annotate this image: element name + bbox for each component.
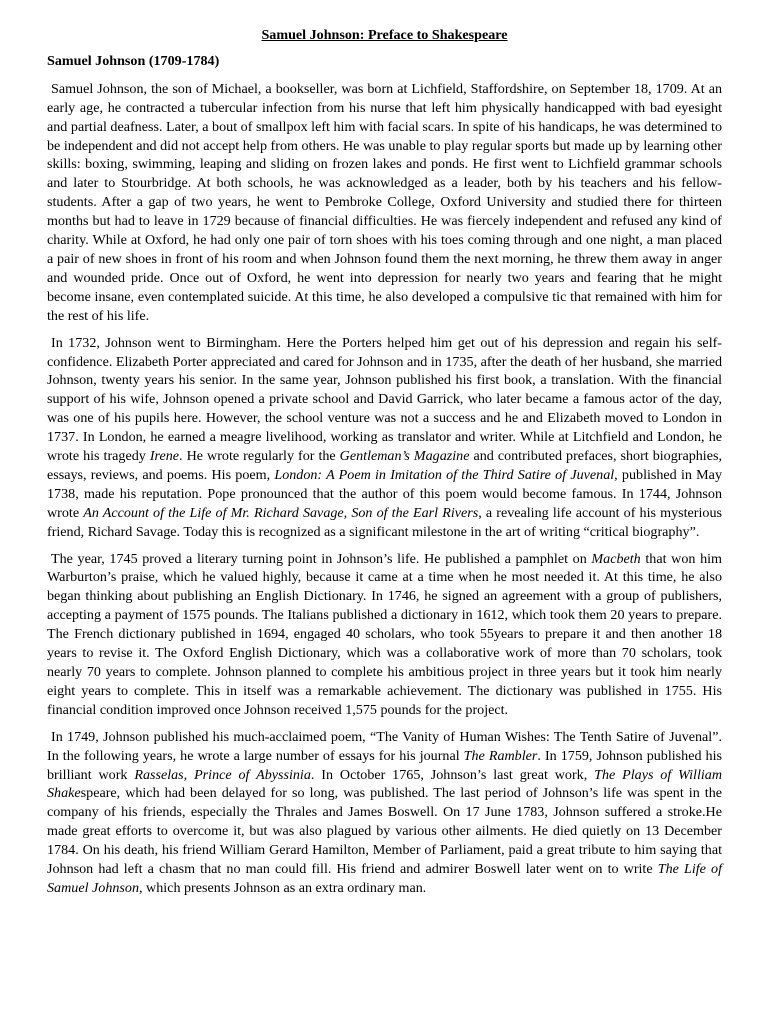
paragraph-text: and contributed prefaces, short biographies, essays, reviews, and poems. His poem, <box>47 448 722 483</box>
paragraph-text: . In 1759, Johnson published his brilliant work <box>47 747 722 783</box>
paragraph <box>47 550 722 720</box>
body-text <box>47 80 722 898</box>
section-heading: Samuel Johnson (1709-1784) <box>47 52 220 69</box>
paragraph-text: The year, 1745 proved a literary turning point in Johnson’s life. He published a pamphlet on <box>51 550 592 567</box>
paragraph-text: , published in May 1738, made his reputation. Pope pronounced that the author of this poem would become famous. In 1744, Johnson wrote <box>47 466 722 521</box>
italic-title-text: The Rambler <box>463 747 538 764</box>
paragraph-text: speare, which had been delayed for so long, was published. The last period of Johnson’s life was spent in the company of his friends, especially the Thrales and James Boswell. On 17 June 1783, Johnson suffered a stroke.He made great efforts to overcome it, but was also plagued by various other ailments. He died quietly on 13 December 1784. On his death, his friend William Gerard Hamilton, Member of Parliament, paid a great tribute to him saying that Johnson had left a chasm that no man could fill. His friend and admirer Boswell later went on to write <box>47 785 722 878</box>
document-title: Samuel Johnson: Preface to Shakespeare <box>261 27 508 43</box>
paragraph-text: Samuel Johnson, the son of Michael, a bookseller, was born at Lichfield, Staffordshire, on September 18, 1709. At an early age, he contracted a tubercular infection from his nurse that left him physically handicapped with bad eyesight and partial deafness. Later, a bout of smallpox left him with facial scars. In spite of his handicaps, he was determined to be independent and did not accept help from others. He was unable to play regular sports but made up by learning other skills: boxing, swimming, leaping and sliding on frozen lakes and ponds. He first went to Lichfield grammar schools and later to Stourbridge. At both schools, he was acknowledged as a leader, both by his teachers and his fellow-students. After a gap of two years, he went to Pembroke College, Oxford University and studied there for thirteen months but had to leave in 1729 because of financial difficulties. He was fiercely independent and refused any kind of charity. While at Oxford, he had only one pair of torn shoes with his toes coming through and one night, a man placed a pair of new shoes in front of his room and when Johnson found them the next morning, he threw them away in anger and wounded pride. Once out of Oxford, he went into depression for nearly two years and fearing that he might become insane, even contemplated suicide. At this time, he also developed a compulsive tic that remained with him for the rest of his life. <box>47 80 722 324</box>
paragraph-text: , which presents Johnson as an extra ordinary man. <box>139 879 427 896</box>
paragraph <box>47 334 722 542</box>
paragraph-text: In 1749, Johnson published his much-acclaimed poem, “The Vanity of Human Wishes: The Tenth Satire of Juvenal”. In the following years, he wrote a large number of essays for his journal <box>47 728 722 764</box>
paragraph <box>47 80 722 326</box>
italic-title-text: Macbeth <box>591 550 641 567</box>
italic-title-text: The Life of Samuel Johnson <box>47 861 722 896</box>
paragraph-text: . He wrote regularly for the <box>179 448 340 465</box>
paragraph-text: , a revealing life account of his mysterious friend, Richard Savage. Today this is recognized as a significant milestone in the art of writing “critical biography”. <box>47 504 722 540</box>
paragraph-text: In 1732, Johnson went to Birmingham. Here the Porters helped him get out of his depression and regain his self-confidence. Elizabeth Porter appreciated and cared for Johnson and in 1735, after the death of her husband, she married Johnson, twenty years his senior. In the same year, Johnson published his first book, a translation. With the financial support of his wife, Johnson opened a private school and David Garrick, who later became a famous actor of the day, was one of his pupils here. However, the school venture was not a success and he and Elizabeth moved to London in 1737. In London, he earned a meagre livelihood, working as translator and writer. While at Litchfield and London, he wrote his tragedy <box>47 334 722 465</box>
paragraph-text: . In October 1765, Johnson’s last great work, <box>310 766 595 783</box>
italic-title-text: Irene <box>149 448 180 465</box>
italic-title-text: Gentleman’s Magazine <box>339 448 470 465</box>
paragraph-text: that won him Warburton’s praise, which he valued highly, because it came at a time when he most needed it. At this time, he also began thinking about publishing an English Dictionary. In 1746, he signed an agreement with a group of publishers, accepting a payment of 1575 pounds. The Italians published a dictionary in 1612, which took them 20 years to prepare. The French dictionary published in 1694, engaged 40 scholars, who took 55years to prepare it and then another 18 years to revise it. The Oxford English Dictionary, which was a collaborative work of more than 70 scholars, took nearly 70 years to complete. Johnson planned to complete his ambitious project in three years but it took him nearly eight years to complete. This in itself was a remarkable achievement. The dictionary was published in 1755. His financial condition improved once Johnson received 1,575 pounds for the project. <box>47 550 723 718</box>
italic-title-text: An Account of the Life of Mr. Richard Savage, Son of the Earl Rivers <box>83 504 479 521</box>
paragraph <box>47 728 722 898</box>
italic-title-text: Rasselas, Prince of Abyssinia <box>134 766 311 783</box>
italic-title-text: The Plays of William Shake <box>47 766 722 802</box>
italic-title-text: London: A Poem in Imitation of the Third Satire of Juvenal <box>274 466 615 483</box>
